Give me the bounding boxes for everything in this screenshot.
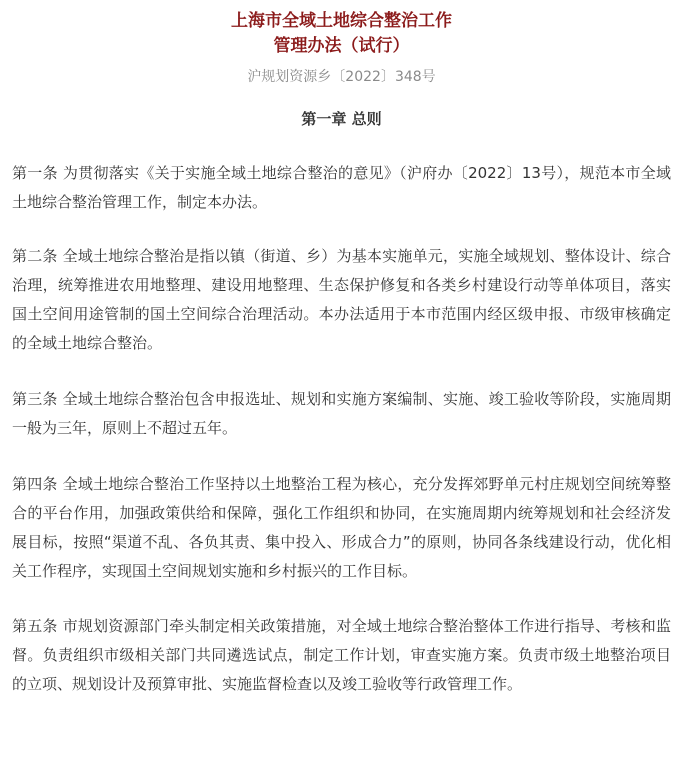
article-4: 第四条 全域土地综合整治工作坚持以土地整治工程为核心，充分发挥郊野单元村庄规划空间统筹整合的平台作用，加强政策供给和保障，强化工作组织和协同，在实施周期内统筹规划和社会经济发展目标，按照“渠道不乱、各负其责、集中投入、形成合力”的原则，协同各条线建设行动，优化相关工作程序，实现国土空间规划实施和乡村振兴的工作目标。 xyxy=(12,475,671,580)
article-1: 第一条 为贯彻落实《关于实施全域土地综合整治的意见》（沪府办〔2022〕13号），规范本市全域土地综合整治管理工作，制定本办法。 xyxy=(12,164,671,211)
document-title-line1: 上海市全域土地综合整治工作 xyxy=(231,11,452,31)
document-number: 沪规划资源乡〔2022〕348号 xyxy=(247,69,436,85)
chapter-heading: 第一章 总则 xyxy=(301,110,382,128)
article-5: 第五条 市规划资源部门牵头制定相关政策措施，对全域土地综合整治整体工作进行指导、考核和监督。负责组织市级相关部门共同遴选试点，制定工作计划，审查实施方案。负责市级土地整治项目的立项、规划设计及预算审批、实施监督检查以及竣工验收等行政管理工作。 xyxy=(12,617,671,693)
article-3: 第三条 全域土地综合整治包含申报选址、规划和实施方案编制、实施、竣工验收等阶段，实施周期一般为三年，原则上不超过五年。 xyxy=(12,390,671,437)
document-title-line2: 管理办法（试行） xyxy=(273,36,410,56)
article-2: 第二条 全域土地综合整治是指以镇（街道、乡）为基本实施单元，实施全域规划、整体设计、综合治理，统筹推进农用地整理、建设用地整理、生态保护修复和各类乡村建设行动等单体项目，落实国土空间用途管制的国土空间综合治理活动。本办法适用于本市范围内经区级申报、市级审核确定的全域土地综合整治。 xyxy=(12,247,671,352)
